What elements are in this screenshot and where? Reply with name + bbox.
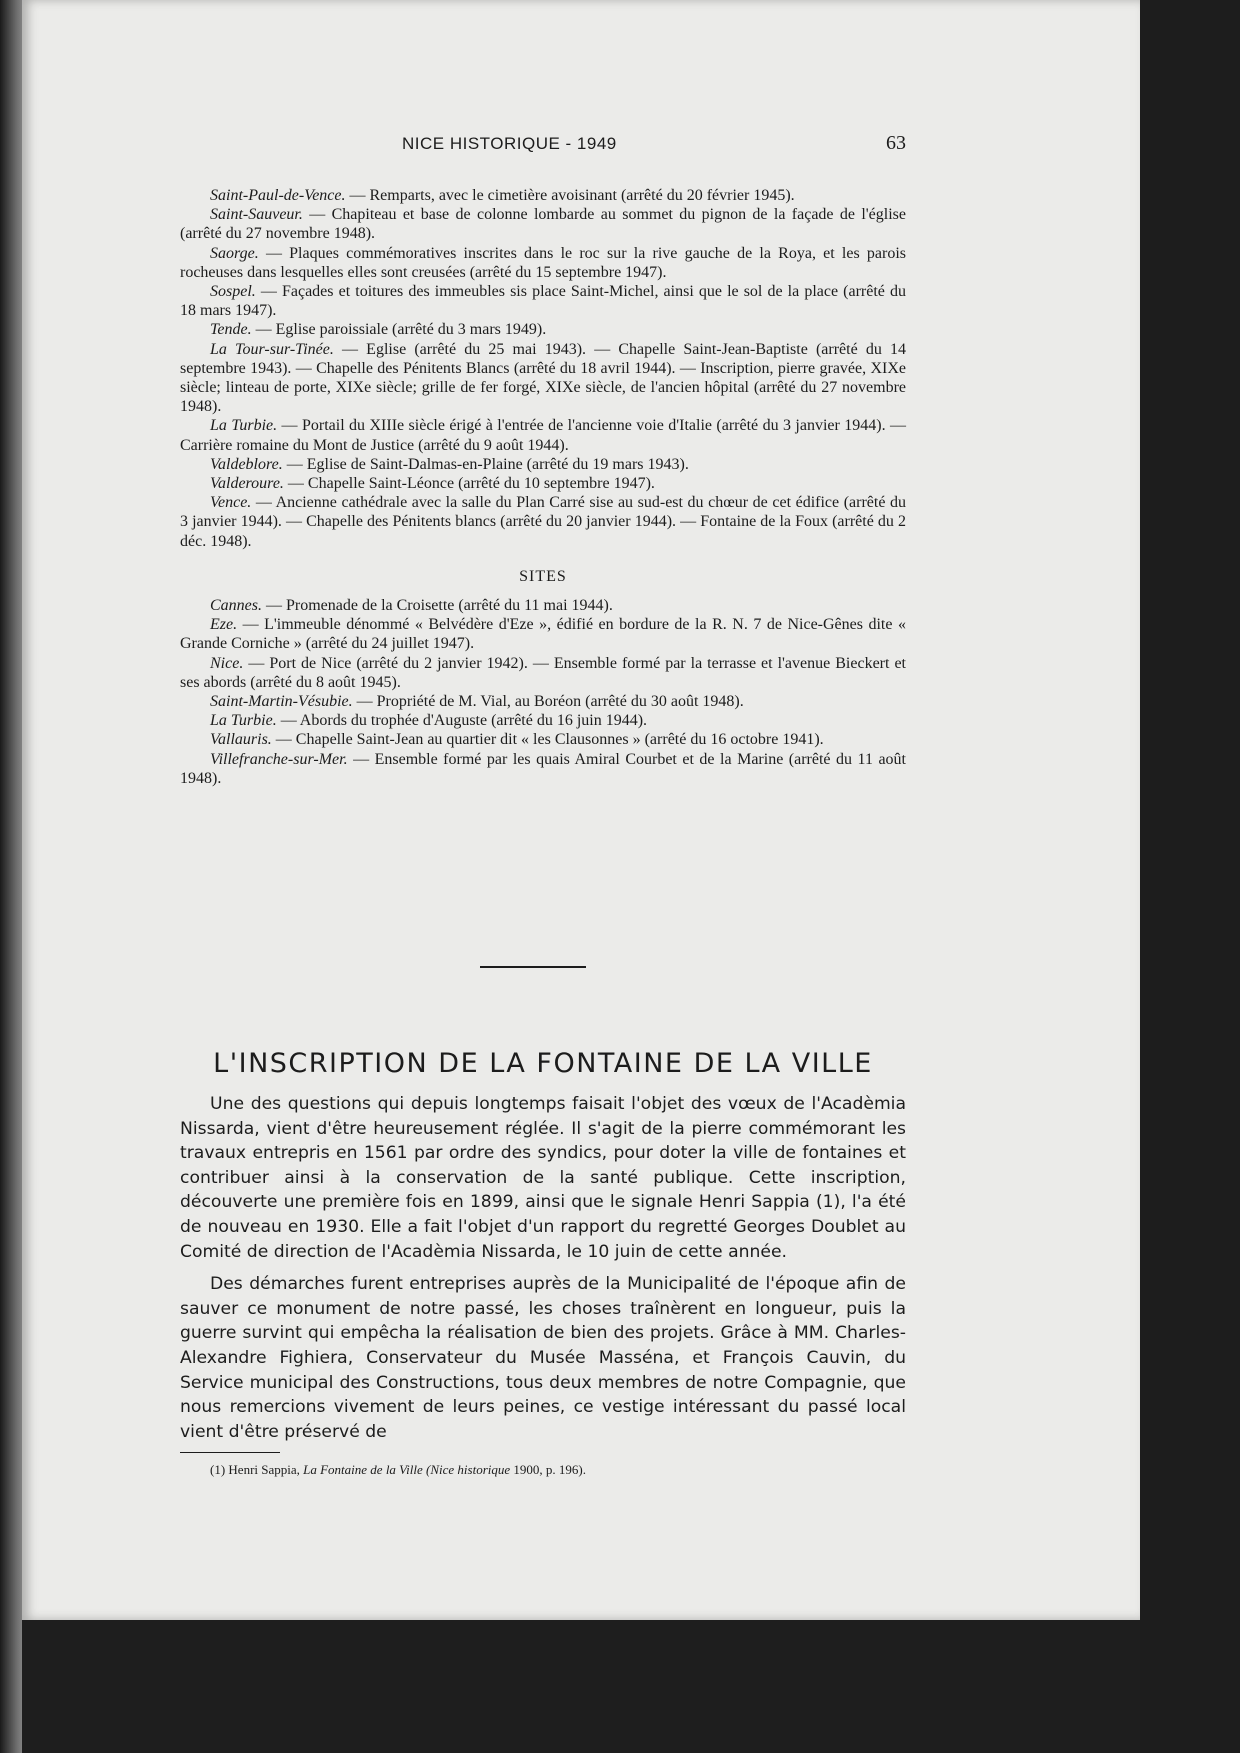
- list-item: [180, 416, 906, 454]
- sites-heading: SITES: [519, 567, 567, 585]
- footnote-tail: 1900, p. 196).: [510, 1462, 587, 1477]
- footnote-divider: [180, 1452, 280, 1453]
- list-item: [180, 455, 906, 474]
- article-paragraph: Une des questions qui depuis longtemps faisait l'objet des vœux de l'Acadèmia Nissarda, vient d'être heureusement réglée. Il s'agit de la pierre commémorant les travaux entrepris en 1561 par ordre des syndics, pour doter la ville de fontaines et contribuer ainsi à la conservation de la santé publique. Cette inscription, découverte une première fois en 1899, ainsi que le signale Henri Sappia (1), l'a été de nouveau en 1930. Elle a fait l'objet d'un rapport du regretté Georges Doublet au Comité de direction de l'Acadèmia Nissarda, le 10 juin de cette année.: [180, 1094, 906, 1262]
- entry-text: — Façades et toitures des immeubles sis place Saint-Michel, ainsi que le sol de la place (arrêté du 18 mars 1947).: [180, 283, 906, 320]
- page-number: 63: [886, 132, 906, 154]
- entry-text: — Promenade de la Croisette (arrêté du 11 mai 1944).: [262, 597, 613, 615]
- list-item: [180, 186, 906, 205]
- scan-bottom-margin: [22, 1620, 1140, 1753]
- entry-place: Valdeblore.: [210, 455, 283, 473]
- entry-place: Vence.: [210, 494, 252, 512]
- classification-list: [180, 186, 906, 788]
- entry-place: Nice.: [210, 654, 244, 672]
- entry-text: — Portail du XIIIe siècle érigé à l'entrée de l'ancienne voie d'Italie (arrêté du 3 janvier 1944). — Carrière romaine du Mont de Justice (arrêté du 9 août 1944).: [180, 417, 907, 454]
- entry-text: — Propriété de M. Vial, au Boréon (arrêté du 30 août 1948).: [352, 693, 744, 711]
- entry-place: Cannes.: [210, 597, 262, 615]
- entry-place: La Turbie.: [210, 712, 277, 730]
- footnote-work-title: La Fontaine de la Ville: [303, 1462, 423, 1477]
- entry-place: Saint-Paul-de-Vence.: [210, 187, 346, 204]
- list-item: [180, 711, 906, 730]
- journal-title: NICE HISTORIQUE - 1949: [402, 134, 617, 153]
- footnote: [210, 1462, 910, 1478]
- entry-place: Sospel.: [210, 283, 256, 301]
- list-item: [180, 493, 906, 551]
- running-head: [180, 134, 906, 160]
- entry-text: — Chapelle Saint-Jean au quartier dit « les Clausonnes » (arrêté du 16 octobre 1941).: [271, 731, 824, 749]
- list-item: [180, 615, 906, 653]
- entry-place: Saorge.: [210, 244, 259, 262]
- article-paragraph: Des démarches furent entreprises auprès de la Municipalité de l'époque afin de sauver ce monument de notre passé, les choses traînèrent en longueur, puis la guerre survint qui empêcha la réalisation de bien des projets. Grâce à MM. Charles-Alexandre Fighiera, Conservateur du Musée Masséna, et François Cauvin, du Service municipal des Constructions, tous deux membres de notre Compagnie, que nous remercions vivement de leurs peines, ce vestige intéressant du passé local vient d'être préservé de: [180, 1274, 906, 1442]
- footnote-lead: (1) Henri Sappia,: [210, 1462, 304, 1477]
- article-title: L'INSCRIPTION DE LA FONTAINE DE LA VILLE: [213, 1048, 873, 1080]
- list-item: [180, 750, 906, 788]
- section-divider: [480, 966, 586, 968]
- list-item: [180, 474, 906, 493]
- entry-text: — Chapiteau et base de colonne lombarde au sommet du pignon de la façade de l'église (arrêté du 27 novembre 1948).: [180, 206, 906, 243]
- list-item: [180, 596, 906, 615]
- list-item: [180, 730, 906, 749]
- entry-place: Valderoure.: [210, 475, 284, 493]
- entry-text: — Ancienne cathédrale avec la salle du Plan Carré sise au sud-est du chœur de cet édifice (arrêté du 3 janvier 1944). — Chapelle des Pénitents blancs (arrêté du 20 janvier 1944). — Fontaine de la Foux (arrêté du 2 déc. 1948).: [180, 494, 906, 550]
- article-body: [180, 1092, 906, 1452]
- entry-text: — Chapelle Saint-Léonce (arrêté du 10 septembre 1947).: [283, 475, 655, 493]
- list-item: [180, 340, 906, 417]
- entry-place: Vallauris.: [210, 731, 272, 749]
- entry-place: La Tour-sur-Tinée.: [210, 340, 334, 358]
- list-item: [180, 320, 906, 339]
- entry-text: — Eglise (arrêté du 25 mai 1943). — Chapelle Saint-Jean-Baptiste (arrêté du 14 septembre 1943). — Chapelle des Pénitents Blancs (arrêté du 18 avril 1944). — Inscription, pierre gravée, XIXe siècle; linteau de porte, XIXe siècle; grille de fer forgé, XIXe siècle, de l'ancien hôpital (arrêté du 27 novembre 1948).: [180, 340, 907, 416]
- entry-place: Eze.: [210, 616, 238, 634]
- list-item: [180, 244, 906, 282]
- list-item: [180, 692, 906, 711]
- entry-place: Saint-Sauveur.: [210, 206, 303, 224]
- entry-text: — L'immeuble dénommé « Belvédère d'Eze », édifié en bordure de la R. N. 7 de Nice-Gênes dite « Grande Corniche » (arrêté du 24 juillet 1947).: [180, 616, 906, 653]
- entry-place: Tende.: [210, 321, 252, 339]
- entry-text: — Eglise paroissiale (arrêté du 3 mars 1949).: [251, 321, 547, 339]
- entry-place: La Turbie.: [210, 417, 278, 435]
- entry-text: — Abords du trophée d'Auguste (arrêté du 16 juin 1944).: [276, 712, 648, 730]
- entry-text: — Plaques commémoratives inscrites dans le roc sur la rive gauche de la Roya, et les parois rocheuses dans lesquelles elles sont creusées (arrêté du 15 septembre 1947).: [180, 244, 906, 281]
- entry-place: Saint-Martin-Vésubie.: [210, 693, 353, 711]
- list-item: [180, 654, 906, 692]
- entry-place: Villefranche-sur-Mer.: [210, 750, 348, 768]
- entry-text: — Remparts, avec le cimetière avoisinant (arrêté du 20 février 1945).: [345, 187, 795, 204]
- scan-right-margin: [1140, 0, 1240, 1753]
- entry-text: — Eglise de Saint-Dalmas-en-Plaine (arrêté du 19 mars 1943).: [282, 455, 689, 473]
- footnote-source: (Nice historique: [422, 1462, 511, 1477]
- entry-text: — Ensemble formé par les quais Amiral Courbet et de la Marine (arrêté du 11 août 1948).: [180, 750, 906, 787]
- list-item: [180, 282, 906, 320]
- entry-text: — Port de Nice (arrêté du 2 janvier 1942). — Ensemble formé par la terrasse et l'avenue Bieckert et ses abords (arrêté du 8 août 1945).: [180, 654, 906, 691]
- list-item: [180, 205, 906, 243]
